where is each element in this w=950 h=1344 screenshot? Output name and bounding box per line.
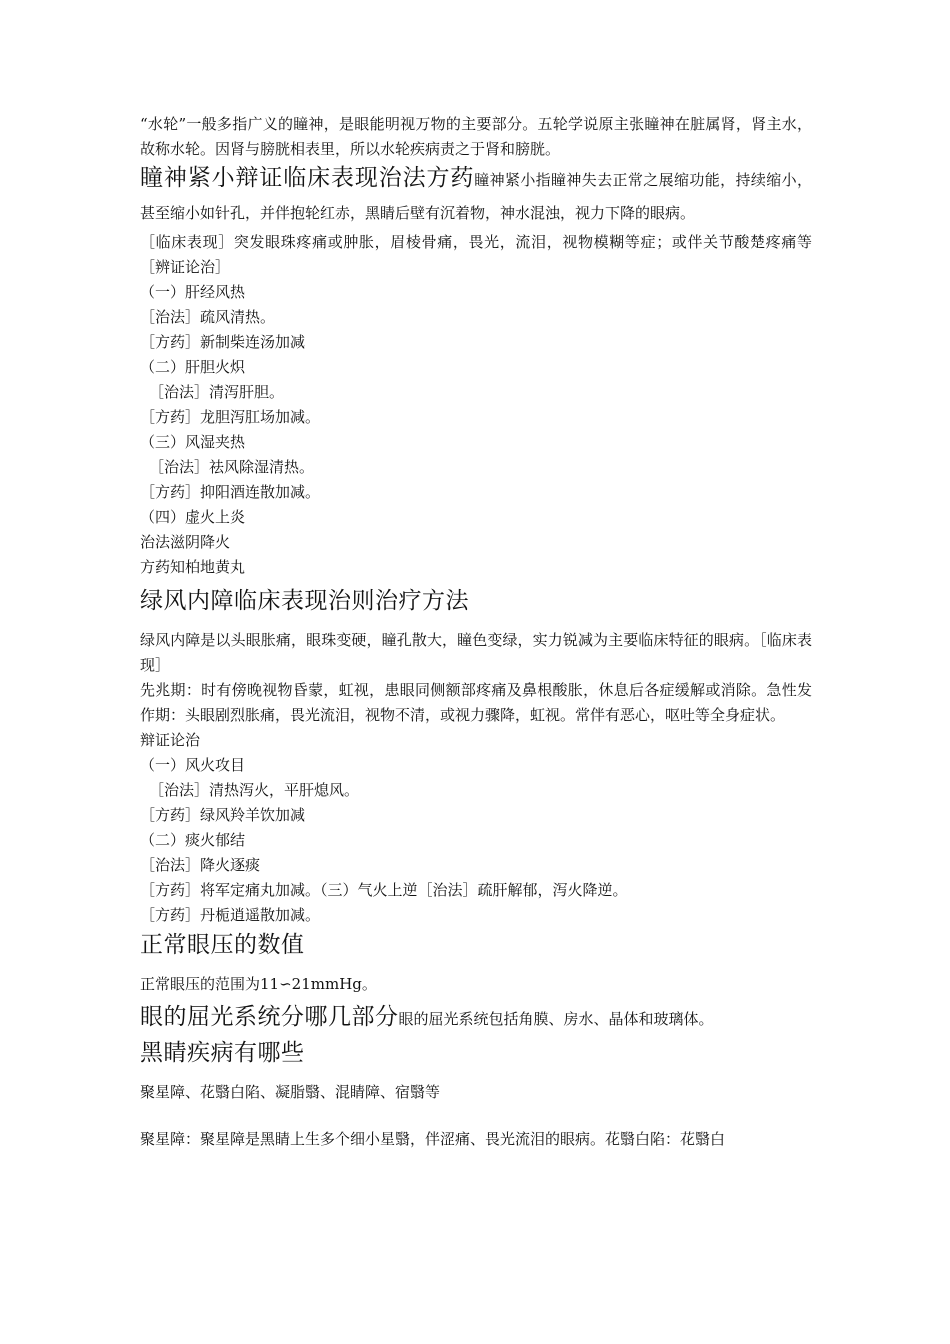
line-s1-5: ［方药］龙胆泻肛场加减。 bbox=[140, 408, 321, 426]
section-heading-pupil-constriction: 瞳神紧小辩证临床表现治法方药 bbox=[140, 165, 475, 191]
section-heading-refractive-system: 眼的屈光系统分哪几部分 bbox=[140, 1004, 399, 1030]
line-s1-0: （一）肝经风热 bbox=[140, 283, 246, 301]
line-s2-2: ［治法］清热泻火，平肝熄风。 bbox=[149, 781, 360, 799]
green-glaucoma-stages: 先兆期：时有傍晚视物昏蒙，虹视，患眼同侧额部疼痛及鼻根酸胀，休息后各症缓解或消除。急性发作期：头眼剧烈胀痛，畏光流泪，视物不清，或视力骤降，虹视。常伴有恶心，呕吐等全身症状。 bbox=[140, 681, 812, 724]
line-s2-3: ［方药］绿风羚羊饮加减 bbox=[140, 806, 306, 824]
line-s1-9: （四）虚火上炎 bbox=[140, 508, 246, 526]
line-s1-6: （三）风湿夹热 bbox=[140, 433, 246, 451]
line-s2-0: 辩证论治 bbox=[140, 731, 201, 749]
line-s1-7: ［治法］祛风除湿清热。 bbox=[149, 458, 315, 476]
line-s1-3: （二）肝胆火炽 bbox=[140, 358, 246, 376]
line-s2-6: ［方药］将军定痛丸加减。（三）气火上逆［治法］疏肝解郁，泻火降逆。 bbox=[140, 881, 628, 899]
line-s1-10: 治法滋阴降火 bbox=[140, 533, 231, 551]
section-pupil-constriction bbox=[140, 162, 812, 230]
section-text-refractive-system: 眼的屈光系统包括角膜、房水、晶体和玻璃体。 bbox=[398, 1010, 714, 1028]
line-s2-4: （二）痰火郁结 bbox=[140, 831, 246, 849]
section-heading-cornea-diseases: 黑睛疾病有哪些 bbox=[140, 1040, 305, 1066]
line-s1-8: ［方药］抑阳酒连散加减。 bbox=[140, 483, 321, 501]
green-glaucoma-intro: 绿风内障是以头眼胀痛，眼珠变硬，瞳孔散大，瞳色变绿，实力锐减为主要临床特征的眼病。［临床表现］ bbox=[140, 631, 812, 674]
line-s2-7: ［方药］丹栀逍遥散加减。 bbox=[140, 906, 321, 924]
intro-paragraph: “水轮”一般多指广义的瞳神，是眼能明视万物的主要部分。五轮学说原主张瞳神在脏属肾，肾主水，故称水轮。因肾与膀胱相表里，所以水轮疾病责之于肾和膀胱。 bbox=[140, 115, 812, 158]
clinical-manifestation-paragraph: ［临床表现］突发眼珠疼痛或肿胀，眉棱骨痛，畏光，流泪，视物模糊等症；或伴关节酸楚疼痛等［辨证论治］ bbox=[140, 233, 812, 276]
cornea-diseases-list: 聚星障、花翳白陷、凝脂翳、混睛障、宿翳等 bbox=[140, 1083, 441, 1101]
document-page bbox=[140, 112, 812, 1152]
line-s2-1: （一）风火攻目 bbox=[140, 756, 246, 774]
line-s1-11: 方药知柏地黄丸 bbox=[140, 558, 246, 576]
line-s1-4: ［治法］清泻肝胆。 bbox=[149, 383, 285, 401]
section-text-pupil-constriction: 瞳神紧小指瞳神失去正常之展缩功能，持续缩小，甚至缩小如针孔，并伴抱轮红赤，黑睛后壁有沉着物，神水混浊，视力下降的眼病。 bbox=[140, 171, 812, 222]
section-refractive-system bbox=[140, 1001, 812, 1036]
cornea-diseases-description: 聚星障：聚星障是黑睛上生多个细小星翳，伴涩痛、畏光流泪的眼病。花翳白陷：花翳白 bbox=[140, 1130, 726, 1148]
line-s1-2: ［方药］新制柴连汤加减 bbox=[140, 333, 306, 351]
line-s2-5: ［治法］降火逐痰 bbox=[140, 856, 261, 874]
normal-iop-text: 正常眼压的范围为11∽21mmHg。 bbox=[140, 975, 377, 993]
line-s1-1: ［治法］疏风清热。 bbox=[140, 308, 276, 326]
section-heading-green-glaucoma: 绿风内障临床表现治则治疗方法 bbox=[140, 588, 469, 614]
section-heading-normal-iop: 正常眼压的数值 bbox=[140, 932, 305, 958]
